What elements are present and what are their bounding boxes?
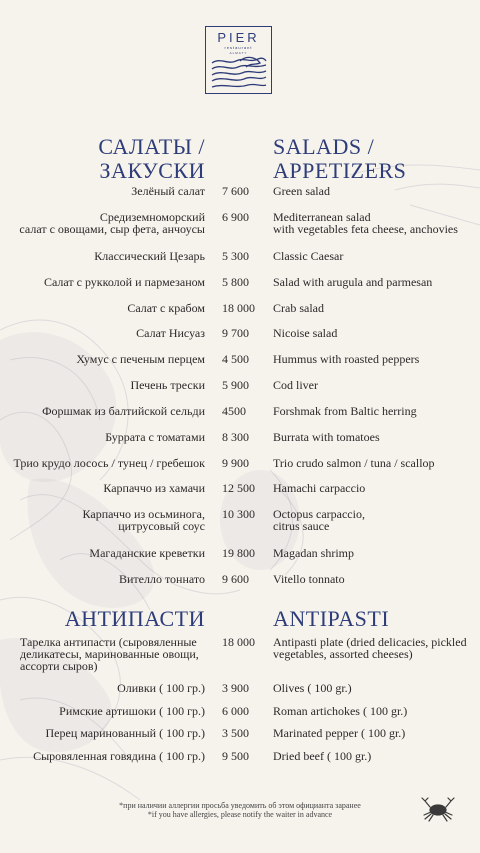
item-name-ru: Хумус с печеным перцем (76, 352, 205, 366)
allergy-notice-en: *if you have allergies, please notify the waiter in advance (147, 810, 333, 819)
item-name-en: Roman artichokes ( 100 gr.) (273, 704, 408, 718)
item-name-en: Nicoise salad (273, 326, 338, 340)
logo-name: PIER (217, 30, 260, 45)
item-price: 9 500 (222, 749, 249, 763)
item-name-en: Classic Caesar (273, 249, 344, 263)
allergy-notice (60, 801, 420, 819)
item-name-ru: Зелёный салат (131, 184, 205, 198)
salads-title-ru: САЛАТЫ / ЗАКУСКИ (98, 134, 205, 183)
item-price: 18 000 (222, 301, 255, 315)
item-price: 12 500 (222, 481, 255, 495)
item-price: 7 600 (222, 184, 249, 198)
pier-wave-logo-icon (210, 55, 268, 91)
item-name-en: Crab salad (273, 301, 324, 315)
item-price: 8 300 (222, 430, 249, 444)
item-name-en: Trio crudo salmon / tuna / scallop (273, 456, 435, 470)
item-price: 4 500 (222, 352, 249, 366)
item-price: 6 900 (222, 210, 249, 224)
item-name-en: Octopus carpaccio, citrus sauce (273, 507, 365, 533)
item-name-ru: Тарелка антипасти (сыровяленные деликатесы, маринованные овощи, ассорти сыров) (20, 635, 199, 673)
allergy-notice-ru: *при наличии аллергии просьба уведомить об этом официанта заранее (119, 801, 361, 810)
item-name-en: Magadan shrimp (273, 546, 354, 560)
item-name-en: Olives ( 100 gr.) (273, 681, 352, 695)
item-price: 9 700 (222, 326, 249, 340)
item-price: 3 900 (222, 681, 249, 695)
item-price: 19 800 (222, 546, 255, 560)
item-name-en: Salad with arugula and parmesan (273, 275, 433, 289)
item-name-en: Forshmak from Baltic herring (273, 404, 417, 418)
antipasti-title-en: ANTIPASTI (273, 606, 390, 631)
item-price: 4500 (222, 404, 246, 418)
item-name-ru: Салат Нисуаз (136, 326, 205, 340)
item-price: 5 300 (222, 249, 249, 263)
item-name-ru: Трио крудо лосось / тунец / гребешок (13, 456, 205, 470)
logo-city: ALMATY (229, 51, 248, 55)
item-name-ru: Магаданские креветки (89, 546, 205, 560)
item-name-ru: Карпаччо из осьминога, цитрусовый соус (82, 507, 205, 533)
crab-icon (420, 795, 456, 823)
item-name-en: Dried beef ( 100 gr.) (273, 749, 372, 763)
antipasti-title-ru: АНТИПАСТИ (64, 606, 205, 631)
item-name-en: Green salad (273, 184, 330, 198)
item-name-ru: Салат с крабом (127, 301, 205, 315)
item-name-ru: Сыровяленная говядина ( 100 гр.) (33, 749, 205, 763)
item-name-en: Burrata with tomatoes (273, 430, 380, 444)
item-price: 9 900 (222, 456, 249, 470)
item-price: 3 500 (222, 726, 249, 740)
logo-subtitle: restaurant (224, 45, 253, 50)
item-name-en: Cod liver (273, 378, 318, 392)
item-price: 5 800 (222, 275, 249, 289)
item-name-ru: Печень трески (130, 378, 205, 392)
item-name-ru: Классический Цезарь (94, 249, 205, 263)
item-price: 18 000 (222, 635, 255, 649)
item-name-ru: Салат с рукколой и пармезаном (43, 275, 205, 289)
item-price: 6 000 (222, 704, 249, 718)
item-name-en: Mediterranean salad with vegetables feta cheese, anchovies (273, 210, 458, 236)
item-name-ru: Вителло тоннато (118, 572, 205, 586)
item-price: 10 300 (222, 507, 255, 521)
item-price: 5 900 (222, 378, 249, 392)
item-name-en: Vitello tonnato (273, 572, 345, 586)
item-name-en: Marinated pepper ( 100 gr.) (273, 726, 406, 740)
item-name-en: Hamachi carpaccio (273, 481, 366, 495)
item-name-en: Hummus with roasted peppers (273, 352, 420, 366)
restaurant-logo (205, 26, 272, 94)
item-name-en: Antipasti plate (dried delicacies, pickled vegetables, assorted cheeses) (273, 635, 467, 661)
item-name-ru: Форшмак из балтийской сельди (42, 404, 205, 418)
item-name-ru: Римские артишоки ( 100 гр.) (59, 704, 205, 718)
item-name-ru: Перец маринованный ( 100 гр.) (45, 726, 205, 740)
item-name-ru: Буррата с томатами (105, 430, 205, 444)
item-price: 9 600 (222, 572, 249, 586)
item-name-ru: Оливки ( 100 гр.) (117, 681, 205, 695)
item-name-ru: Карпаччо из хамачи (103, 481, 205, 495)
salads-title-en: SALADS / APPETIZERS (273, 134, 407, 183)
item-name-ru: Средиземноморский салат с овощами, сыр фета, анчоусы (19, 210, 205, 236)
